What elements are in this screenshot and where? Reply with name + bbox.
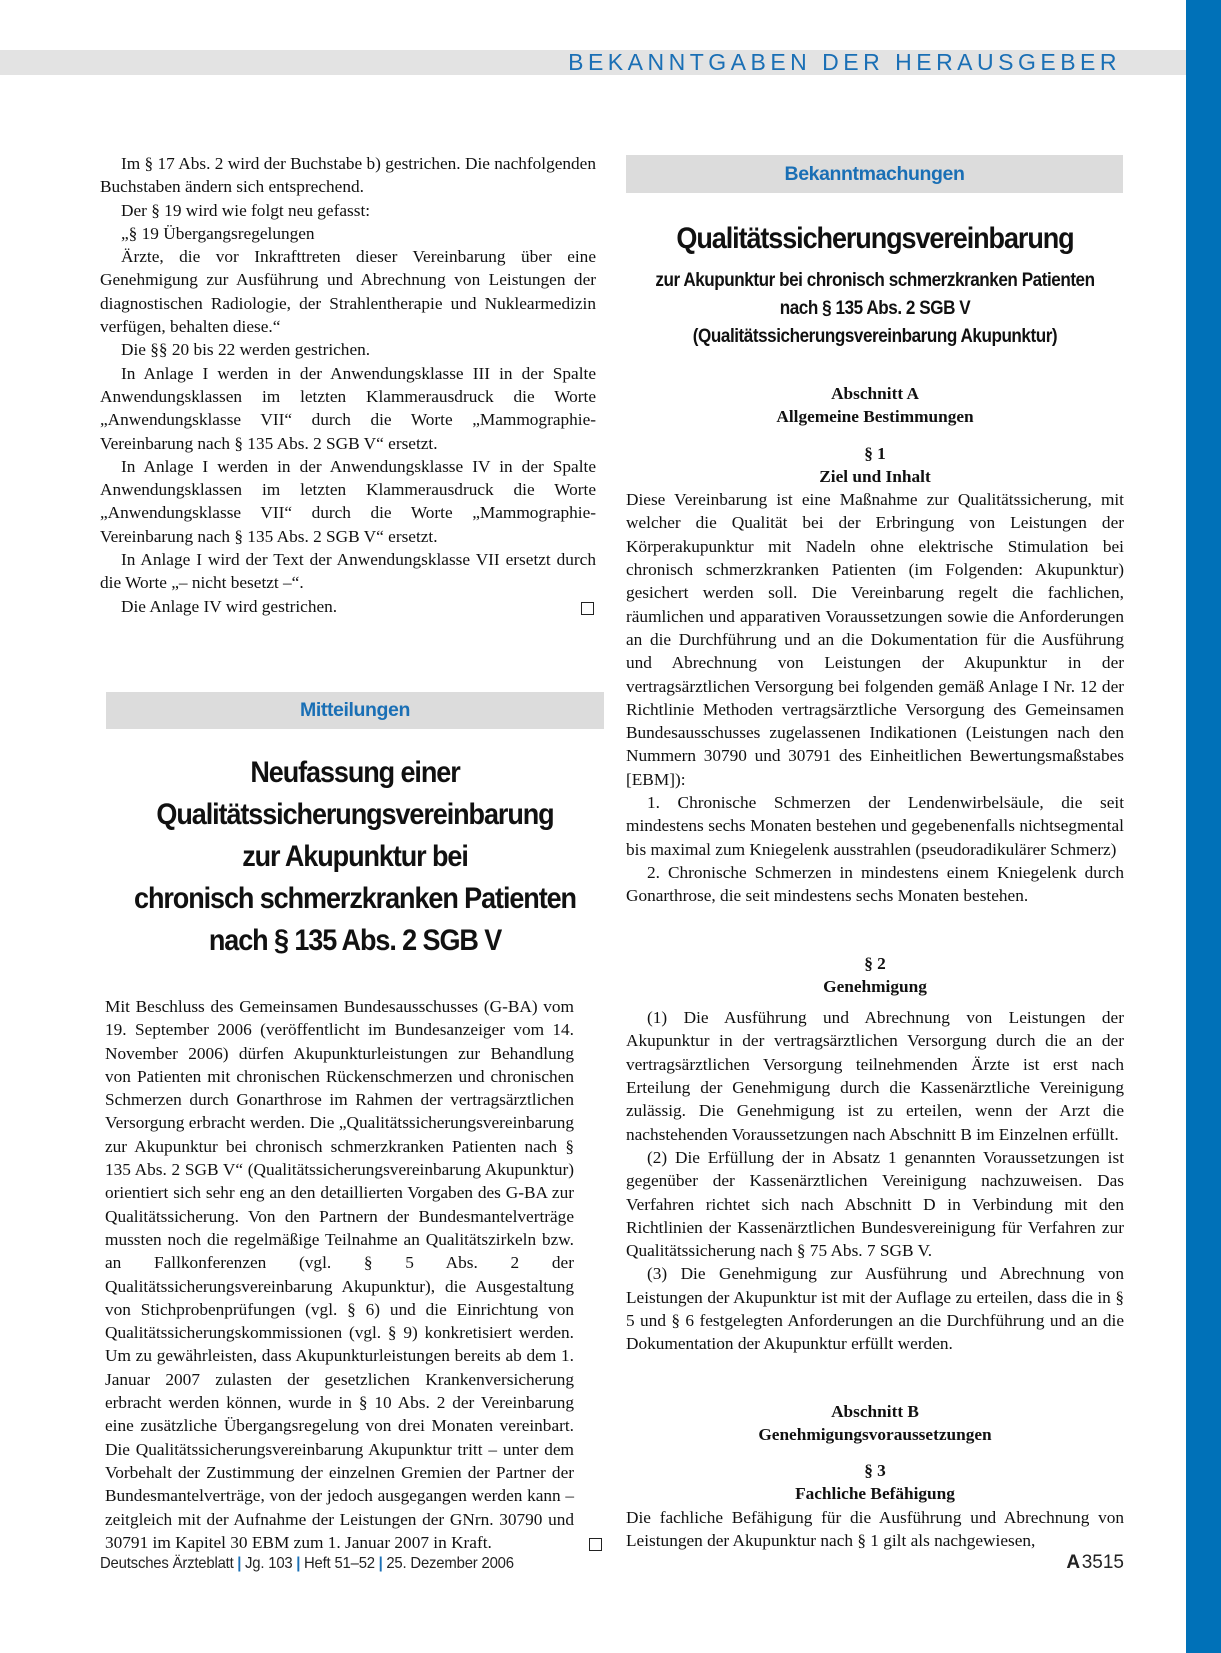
paragraph: Ärzte, die vor Inkrafttreten dieser Vereinbarung über eine Genehmigung zur Ausführung und Abrechnung von Leistungen der diagnostischen Radiologie, der Strahlentherapie und Nuklearmedizin verfügen, behalten diese.“ — [100, 247, 596, 337]
page-number-value: 3515 — [1081, 1552, 1124, 1573]
subtitle-line: nach § 135 Abs. 2 SGB V — [779, 298, 971, 319]
paragraph-number: § 1 — [864, 443, 886, 463]
paragraph-last — [100, 595, 596, 618]
headline-line: Neufassung einer — [250, 756, 460, 789]
headline-line: Qualitätssicherungsvereinbarung — [156, 798, 554, 831]
running-head: BEKANNTGABEN DER HERAUSGEBER — [568, 49, 1121, 75]
paragraph: Die fachliche Befähigung für die Ausführung und Abrechnung von Leistungen der Akupunktur nach § 1 gilt als nachgewiesen, — [626, 1507, 1124, 1551]
paragraph: In Anlage I werden in der Anwendungsklasse III in der Spalte Anwendungsklassen im letzten Klammerausdruck die Worte „Anwendungsklasse VII“ durch die Worte „Mammographie-Vereinbarung nach § 135 Abs. 2 SGB V“ ersetzt. — [100, 363, 596, 453]
headline-line: zur Akupunktur bei — [242, 840, 468, 873]
paragraph-title: Genehmigung — [823, 976, 927, 996]
section-label-text: Mitteilungen — [299, 699, 411, 721]
paragraph: In Anlage I wird der Text der Anwendungsklasse VII ersetzt durch die Worte „– nicht besetzt –“. — [100, 550, 596, 593]
list-item: 1. Chronische Schmerzen der Lendenwirbelsäule, die seit mindestens sechs Monaten bestehen und gegebenenfalls nichtsegmental bis maximal zum Kniegelenk ausstrahlen (pseudoradikulärer Schmerz) — [626, 793, 1124, 859]
paragraph: (1) Die Ausführung und Abrechnung von Leistungen der Akupunktur in der vertragsärztlichen Versorgung durch die an der vertragsärztlichen Versorgung teilnehmenden Ärzte ist erst nach Erteilung der Genehmigung durch die Kassenärztliche Vereinigung zulässig. Die Genehmigung ist zu erteilen, wenn der Arzt die nachstehenden Voraussetzungen nach Abschnitt B im Einzelnen erfüllt. — [626, 1008, 1124, 1144]
document-title: Qualitätssicherungsvereinbarung — [676, 222, 1074, 255]
section-label-text: Bekanntmachungen — [784, 163, 965, 185]
left-column-top — [100, 152, 596, 618]
paragraph: „§ 19 Übergangsregelungen — [121, 223, 315, 243]
paragraph: (2) Die Erfüllung der in Absatz 1 genannten Voraussetzungen ist gegenüber der Kassenärztlichen Vereinigung nachzuweisen. Das Verfahren richtet sich nach Abschnitt D in Verbindung mit den Richtlinien der Kassenärztlichen Bundesvereinigung für Verfahren zur Qualitätssicherung nach § 75 Abs. 7 SGB V. — [626, 1147, 1124, 1261]
section-label-bekanntmachungen — [626, 155, 1123, 193]
end-mark-icon — [581, 602, 594, 615]
article-headline — [131, 752, 579, 962]
subtitle-line: (Qualitätssicherungsvereinbarung Akupunktur) — [692, 326, 1058, 347]
citation: Deutsches Ärzteblatt | Jg. 103 | Heft 51–52 | 25. Dezember 2006 — [100, 1555, 514, 1572]
paragraph-title: Fachliche Befähigung — [795, 1484, 955, 1504]
page-prefix: A — [1066, 1552, 1081, 1573]
paragraph-number: § 2 — [864, 953, 886, 973]
abschnitt-label: Abschnitt B — [831, 1401, 919, 1421]
paragraph-number: § 3 — [864, 1461, 886, 1481]
page-number — [1066, 1552, 1124, 1574]
paragraph: (3) Die Genehmigung zur Ausführung und Abrechnung von Leistungen der Akupunktur ist mit der Auflage zu erteilen, dass die in § 5 und § 6 festgelegten Anforderungen an die Durchführung und an die Dokumentation der Akupunktur erfüllt werden. — [626, 1264, 1124, 1354]
right-column — [626, 221, 1124, 1552]
abschnitt-title: Genehmigungsvoraussetzungen — [758, 1424, 992, 1444]
headline-line: chronisch schmerzkranken Patienten — [134, 882, 576, 915]
headline-line: nach § 135 Abs. 2 SGB V — [208, 924, 502, 957]
volume: Jg. 103 — [245, 1555, 293, 1572]
paragraph-title: Ziel und Inhalt — [819, 466, 931, 486]
paragraph: Im § 17 Abs. 2 wird der Buchstabe b) gestrichen. Die nachfolgenden Buchstaben ändern sich entsprechend. — [100, 154, 596, 197]
journal-name: Deutsches Ärzteblatt — [100, 1555, 234, 1572]
paragraph-text: Die Anlage IV wird gestrichen. — [121, 596, 338, 616]
paragraph: In Anlage I werden in der Anwendungsklasse IV in der Spalte Anwendungsklassen im letzten Klammerausdruck die Worte „Anwendungsklasse VII“ durch die Worte „Mammographie-Vereinbarung nach § 135 Abs. 2 SGB V“ ersetzt. — [100, 456, 596, 546]
abschnitt-title: Allgemeine Bestimmungen — [776, 407, 974, 427]
article-body — [105, 995, 604, 1554]
article-body-text: Mit Beschluss des Gemeinsamen Bundesausschusses (G-BA) vom 19. September 2006 (veröffentlicht im Bundesanzeiger vom 14. November 2006) dürfen Akupunkturleistungen zur Behandlung von Patienten mit chronischen Rückenschmerzen und chronischen Schmerzen durch Gonarthrose im Rahmen der vertragsärztlichen Versorgung erbracht werden. Die „Qualitätssicherungsvereinbarung zur Akupunktur bei chronisch schmerzkranken Patienten nach § 135 Abs. 2 SGB V“ (Qualitätssicherungsvereinbarung Akupunktur) orientiert sich sehr eng an den detaillierten Vorgaben des G-BA zur Qualitätssicherung. Von den Partnern der Bundesmantelverträge mussten noch die regelmäßige Teilnahme an Qualitätszirkeln bzw. an Fallkonferenzen (vgl. § 5 Abs. 2 der Qualitätssicherungsvereinbarung Akupunktur), die Ausgestaltung von Stichprobenprüfungen (vgl. § 6) und die Einrichtung von Qualitätssicherungskommissionen (vgl. § 9) konkretisiert werden. Um zu gewährleisten, dass Akupunkturleistungen bereits ab dem 1. Januar 2007 zulasten der gesetzlichen Krankenversicherung erbracht werden können, wurde in § 10 Abs. 2 der Vereinbarung eine zusätzliche Übergangsregelung von drei Monaten vereinbart. Die Qualitätssicherungsvereinbarung Akupunktur tritt – unter dem Vorbehalt der Zustimmung der einzelnen Gremien der Partner der Bundesmantelverträge, von der jedoch ausgegangen werden kann – zeitgleich mit der Aufnahme der Leistungen der GNrn. 30790 und 30791 im Kapitel 30 EBM zum 1. Januar 2007 in Kraft. — [105, 997, 574, 1552]
side-color-bar — [1186, 0, 1221, 1653]
issue: Heft 51–52 — [303, 1555, 375, 1572]
subtitle-line: zur Akupunktur bei chronisch schmerzkranken Patienten — [655, 270, 1095, 291]
paragraph: Diese Vereinbarung ist eine Maßnahme zur Qualitätssicherung, mit welcher die Qualität bei der Erbringung von Leistungen der Körperakupunktur mit Nadeln ohne elektrische Stimulation bei chronisch schmerzkranken Patienten (im Folgenden: Akupunktur) gesichert werden soll. Die Vereinbarung regelt die fachlichen, räumlichen und apparativen Voraussetzungen sowie die Anforderungen an die Durchführung und an die Dokumentation für die Ausführung und Abrechnung von Leistungen der Akupunktur in der vertragsärztlichen Versorgung bei folgenden gemäß Anlage I Nr. 12 der Richtlinie Methoden vertragsärztliche Versorgung des Gemeinsamen Bundesausschusses zugelassenen Indikationen (Leistungen nach den Nummern 30790 und 30791 des Einheitlichen Bewertungsmaßstabes [EBM]): — [626, 490, 1124, 789]
document-subtitle — [624, 267, 1126, 351]
section-label-mitteilungen — [106, 692, 604, 729]
paragraph: Der § 19 wird wie folgt neu gefasst: — [121, 200, 371, 220]
abschnitt-label: Abschnitt A — [831, 384, 919, 403]
left-column-bottom — [105, 995, 604, 1554]
issue-date: 25. Dezember 2006 — [386, 1555, 514, 1572]
list-item: 2. Chronische Schmerzen in mindestens einem Kniegelenk durch Gonarthrose, die seit mindestens sechs Monaten bestehen. — [626, 862, 1124, 906]
end-mark-icon — [589, 1538, 602, 1551]
paragraph: Die §§ 20 bis 22 werden gestrichen. — [121, 340, 371, 360]
